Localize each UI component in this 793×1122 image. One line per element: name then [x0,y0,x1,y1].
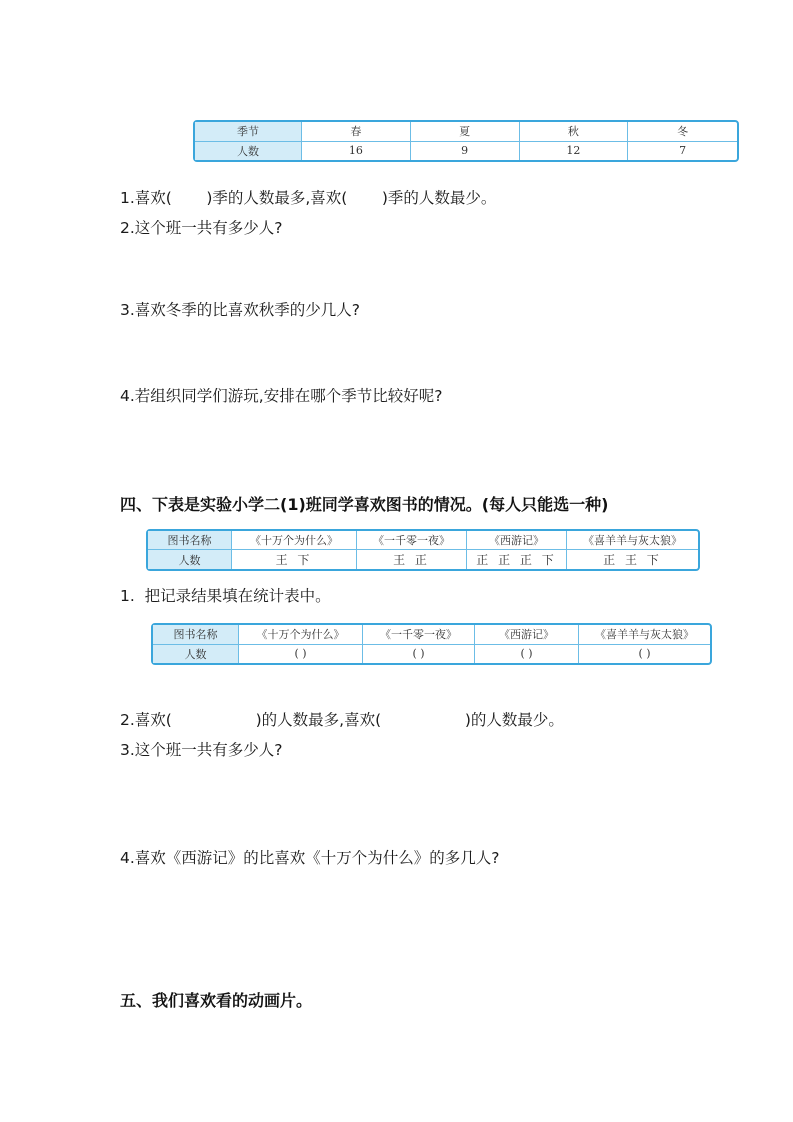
question-2-class-total: 2.这个班一共有多少人? [120,219,283,237]
season-cell: 夏 [411,122,520,142]
tally-marks: 王 下 [232,550,357,569]
book-title-cell: 《十万个为什么》 [239,625,363,645]
question-4-trip-season: 4.若组织同学们游玩,安排在哪个季节比较好呢? [120,387,443,405]
season-count-cell: 7 [679,144,687,158]
tally-marks: 正 王 下 [603,553,662,567]
tally-marks: 正 正 正 下 [467,550,567,569]
section-4-question-4: 4.喜欢《西游记》的比喜欢《十万个为什么》的多几人? [120,849,500,867]
season-count-cell: 9 [411,142,520,160]
book-count-label: 人数 [148,550,232,569]
tally-marks: 王 正 [357,550,467,569]
season-cell: 春 [302,122,411,142]
book-title-cell: 《西游记》 [475,625,579,645]
book-title-cell: 《一千零一夜》 [363,625,475,645]
book-title-cell: 《十万个为什么》 [232,531,357,550]
book-name-label: 图书名称 [153,625,239,645]
season-count-label: 人数 [195,142,302,160]
book-title-cell: 《一千零一夜》 [357,531,467,550]
section-4-question-3: 3.这个班一共有多少人? [120,741,283,759]
book-fill-table [151,623,712,665]
section-5-title: 五、我们喜欢看的动画片。 [120,991,313,1010]
question-1-favorite-season: 1.喜欢( )季的人数最多,喜欢( )季的人数最少。 [120,189,497,207]
book-title-cell: 《喜羊羊与灰太狼》 [567,531,698,550]
count-blank[interactable]: ( ) [239,645,363,663]
section-4-question-1: 1. 把记录结果填在统计表中。 [120,587,331,605]
book-tally-row [148,550,698,569]
question-3-winter-vs-autumn: 3.喜欢冬季的比喜欢秋季的少几人? [120,301,361,319]
season-cell: 秋 [520,122,629,142]
season-count-cell: 16 [302,142,411,160]
season-table [193,120,739,162]
season-table-count-row [195,142,737,160]
section-4-question-2: 2.喜欢( )的人数最多,喜欢( )的人数最少。 [120,711,564,729]
season-header-label: 季节 [195,122,302,142]
season-count-cell: 12 [520,142,629,160]
book-fill-header-row [153,625,710,645]
book-tally-header-row [148,531,698,550]
count-blank[interactable]: ( ) [363,645,475,663]
count-blank[interactable]: ( ) [475,645,579,663]
season-cell: 冬 [628,122,737,142]
section-4-title: 四、下表是实验小学二(1)班同学喜欢图书的情况。(每人只能选一种) [120,495,609,514]
book-count-label: 人数 [153,645,239,663]
book-tally-table [146,529,700,571]
book-title-cell: 《喜羊羊与灰太狼》 [579,625,710,645]
book-name-label: 图书名称 [148,531,232,550]
season-table-header-row [195,122,737,142]
book-title-cell: 《西游记》 [467,531,567,550]
book-fill-row [153,645,710,663]
count-blank[interactable]: ( ) [638,647,651,661]
